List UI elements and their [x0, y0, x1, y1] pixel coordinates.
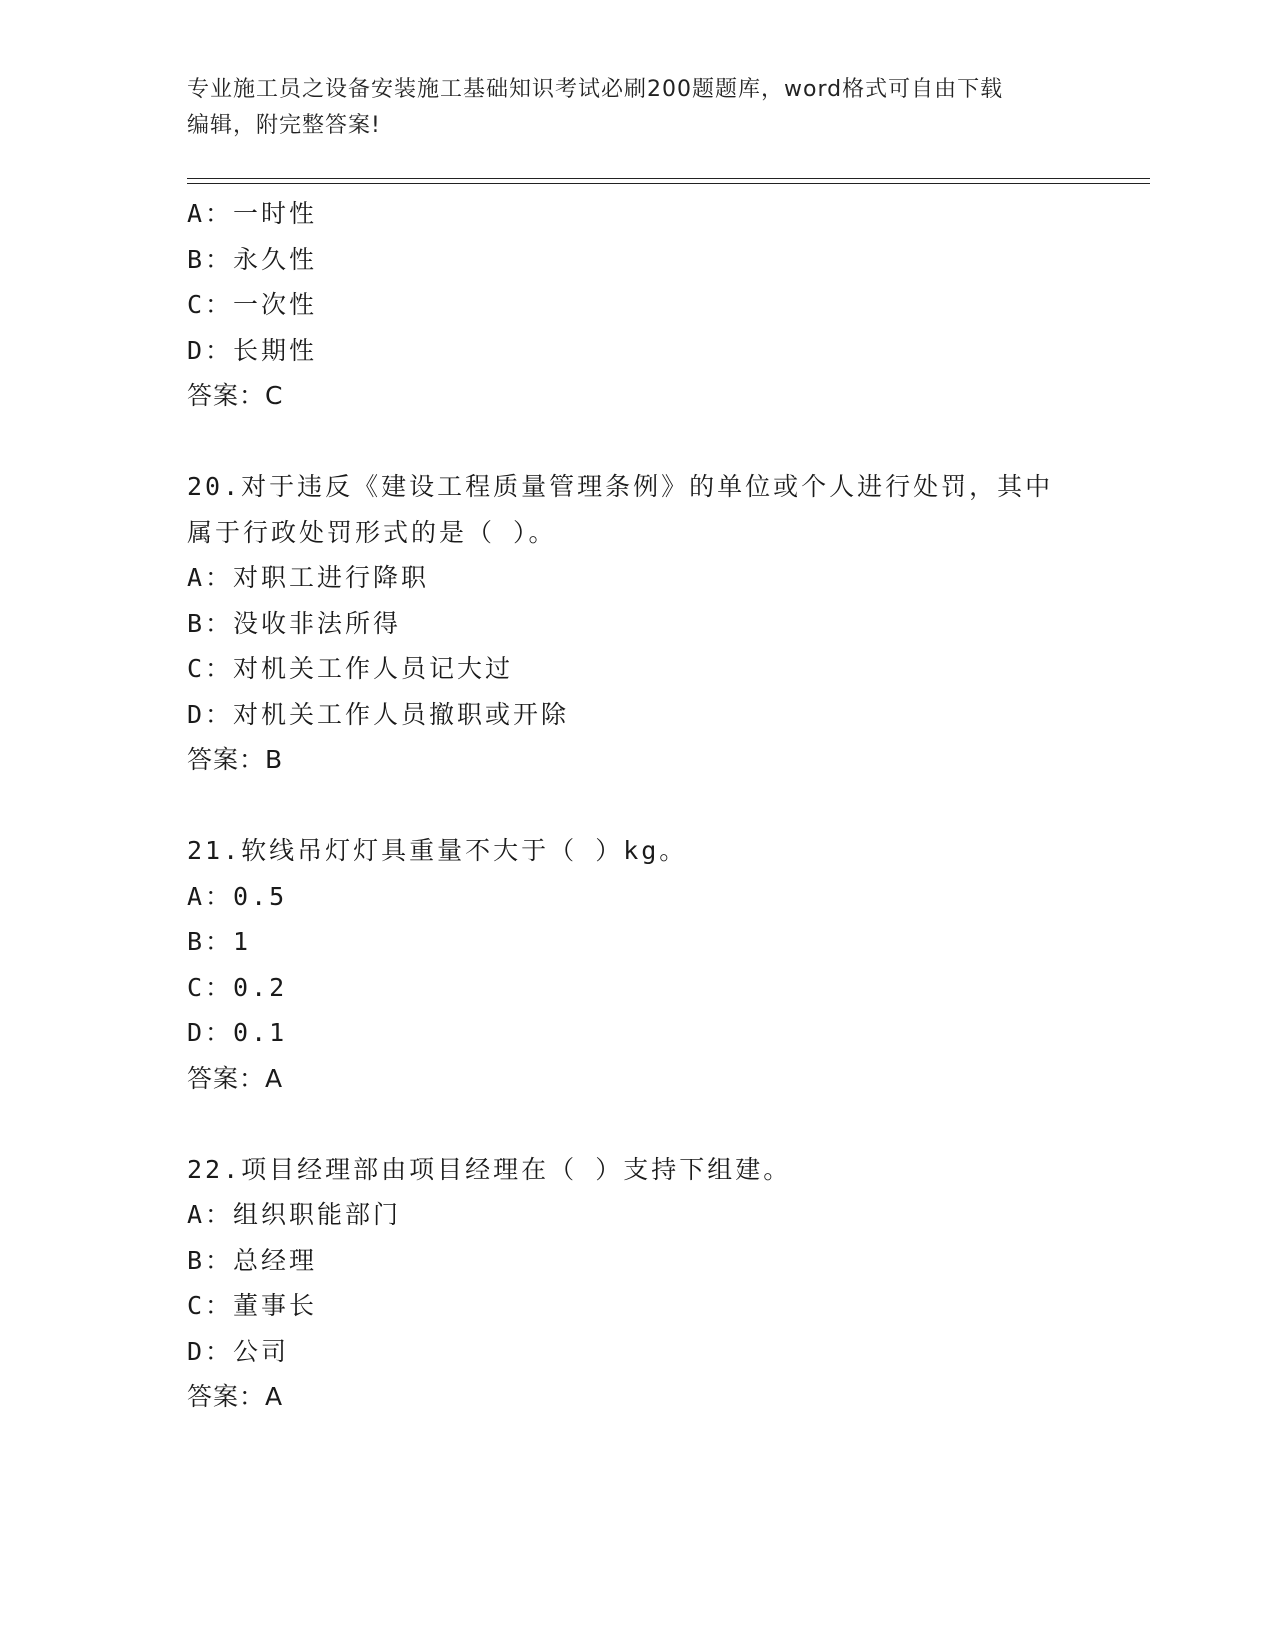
question-20-answer: 答案：B — [187, 745, 284, 774]
question-20-option-b: B：没收非法所得 — [187, 608, 402, 638]
question-21-option-b: B：1 — [187, 927, 252, 956]
question-21-answer: 答案：A — [187, 1063, 284, 1093]
question-20-stem-line-1: 20.对于违反《建设工程质量管理条例》的单位或个人进行处罚，其中 — [187, 472, 1054, 501]
question-21-stem: 21.软线吊灯灯具重量不大于（ ）kg。 — [187, 836, 688, 865]
question-22-option-c: C：董事长 — [187, 1291, 318, 1320]
question-21-option-d: D：0.1 — [187, 1018, 288, 1047]
question-22-answer: 答案：A — [187, 1382, 284, 1411]
question-22-block — [187, 1147, 1137, 1420]
question-20-block — [187, 464, 1137, 783]
question-21-option-c: C：0.2 — [187, 972, 288, 1002]
question-20-option-a: A：对职工进行降职 — [187, 563, 430, 592]
question-19-option-b: B：永久性 — [187, 244, 318, 274]
question-20-option-d: D：对机关工作人员撤职或开除 — [187, 699, 570, 729]
header-divider-bottom — [187, 183, 1150, 184]
header-title-line-2: 编辑，附完整答案! — [187, 113, 381, 138]
question-spacer — [187, 783, 1137, 829]
question-spacer — [187, 1101, 1137, 1147]
question-22-option-b: B：总经理 — [187, 1245, 318, 1275]
question-22-option-a: A：组织职能部门 — [187, 1200, 402, 1229]
question-22-option-d: D：公司 — [187, 1336, 290, 1366]
question-list — [187, 191, 1137, 1420]
question-19-answer: 答案：C — [187, 381, 284, 410]
question-21-option-a: A：0.5 — [187, 881, 288, 911]
header-title-line-1: 专业施工员之设备安装施工基础知识考试必刷200题题库，word格式可自由下载 — [187, 77, 1004, 102]
question-19-block — [187, 191, 1137, 419]
question-22-stem: 22.项目经理部由项目经理在（ ）支持下组建。 — [187, 1154, 792, 1184]
question-19-option-d: D：长期性 — [187, 335, 318, 365]
header-divider-top — [187, 178, 1150, 179]
question-20-option-c: C：对机关工作人员记大过 — [187, 654, 514, 683]
question-19-option-c: C：一次性 — [187, 290, 318, 319]
question-spacer — [187, 419, 1137, 465]
document-header — [187, 72, 1087, 144]
question-20-stem-line-2: 属于行政处罚形式的是（ ）。 — [187, 517, 557, 547]
question-19-option-a: A：一时性 — [187, 199, 318, 228]
question-21-block — [187, 828, 1137, 1101]
